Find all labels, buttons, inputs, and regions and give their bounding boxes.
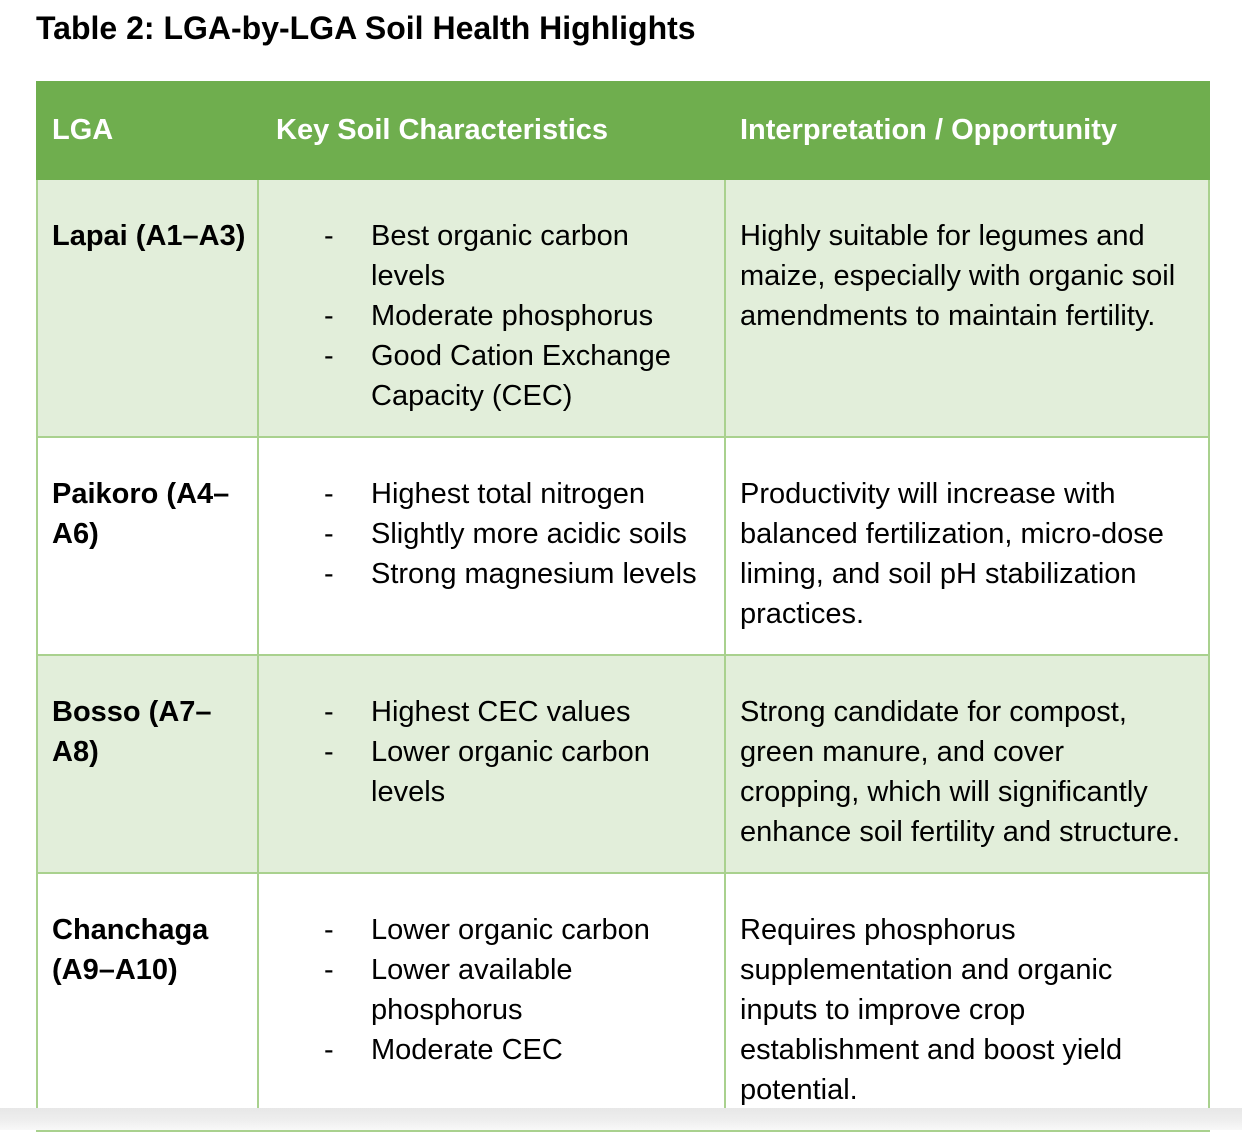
characteristics-cell — [258, 437, 725, 655]
page-title: Table 2: LGA-by-LGA Soil Health Highlights — [36, 10, 696, 46]
list-item — [259, 1030, 703, 1070]
bullet-dash: - — [324, 558, 334, 590]
table-row-chanchaga — [37, 873, 1209, 1131]
bullet-dash: - — [324, 518, 334, 550]
bullet-dash: - — [324, 736, 334, 768]
header-cell-lga: LGA — [37, 82, 258, 179]
bullet-dash: - — [324, 1034, 334, 1066]
bullet-dash: - — [324, 954, 334, 986]
list-item — [259, 216, 703, 296]
list-item-text: Lower available phosphorus — [371, 954, 573, 1026]
header-cell-characteristics: Key Soil Characteristics — [258, 82, 725, 179]
list-item — [259, 692, 703, 732]
list-item-text: Highest CEC values — [371, 696, 631, 728]
lga-cell: Bosso (A7–A8) — [37, 655, 258, 873]
soil-health-table — [36, 81, 1210, 1132]
interpretation-text: Strong candidate for compost, green manure, and cover cropping, which will significantly enhance soil fertility and structure. — [740, 696, 1181, 848]
bullet-dash: - — [324, 300, 334, 332]
interpretation-cell — [725, 873, 1209, 1131]
list-item-text: Good Cation Exchange Capacity (CEC) — [371, 340, 671, 412]
interpretation-text: Requires phosphorus supplementation and organic inputs to improve crop establishment and boost yield potential. — [740, 914, 1123, 1106]
interpretation-text: Highly suitable for legumes and maize, especially with organic soil amendments to maintain fertility. — [740, 220, 1176, 332]
list-item — [259, 910, 703, 950]
bullet-dash: - — [324, 220, 334, 252]
list-item — [259, 296, 703, 336]
list-item-text: Slightly more acidic soils — [371, 518, 687, 550]
characteristics-cell — [258, 873, 725, 1131]
interpretation-cell — [725, 655, 1209, 873]
list-item — [259, 474, 703, 514]
list-item-text: Best organic carbon levels — [371, 220, 629, 292]
table-row-paikoro — [37, 437, 1209, 655]
table-row-lapai — [37, 179, 1209, 437]
interpretation-cell — [725, 179, 1209, 437]
list-item — [259, 732, 703, 812]
characteristics-cell — [258, 179, 725, 437]
bullet-dash: - — [324, 696, 334, 728]
list-item-text: Strong magnesium levels — [371, 558, 697, 590]
interpretation-text: Productivity will increase with balanced fertilization, micro-dose liming, and soil pH stabilization practices. — [740, 478, 1164, 630]
lga-cell: Chanchaga (A9–A10) — [37, 873, 258, 1131]
bullet-dash: - — [324, 340, 334, 372]
lga-cell: Lapai (A1–A3) — [37, 179, 258, 437]
list-item — [259, 336, 703, 416]
interpretation-cell — [725, 437, 1209, 655]
table-row-bosso — [37, 655, 1209, 873]
header-cell-interpretation: Interpretation / Opportunity — [725, 82, 1209, 179]
list-item — [259, 950, 703, 1030]
list-item-text: Moderate phosphorus — [371, 300, 654, 332]
bullet-dash: - — [324, 478, 334, 510]
list-item — [259, 554, 703, 594]
list-item-text: Highest total nitrogen — [371, 478, 646, 510]
table-header-row — [37, 82, 1209, 179]
list-item — [259, 514, 703, 554]
characteristics-cell — [258, 655, 725, 873]
list-item-text: Lower organic carbon levels — [371, 736, 650, 808]
list-item-text: Moderate CEC — [371, 1034, 563, 1066]
page-bottom-shadow — [0, 1108, 1242, 1130]
lga-cell: Paikoro (A4–A6) — [37, 437, 258, 655]
bullet-dash: - — [324, 914, 334, 946]
list-item-text: Lower organic carbon — [371, 914, 650, 946]
